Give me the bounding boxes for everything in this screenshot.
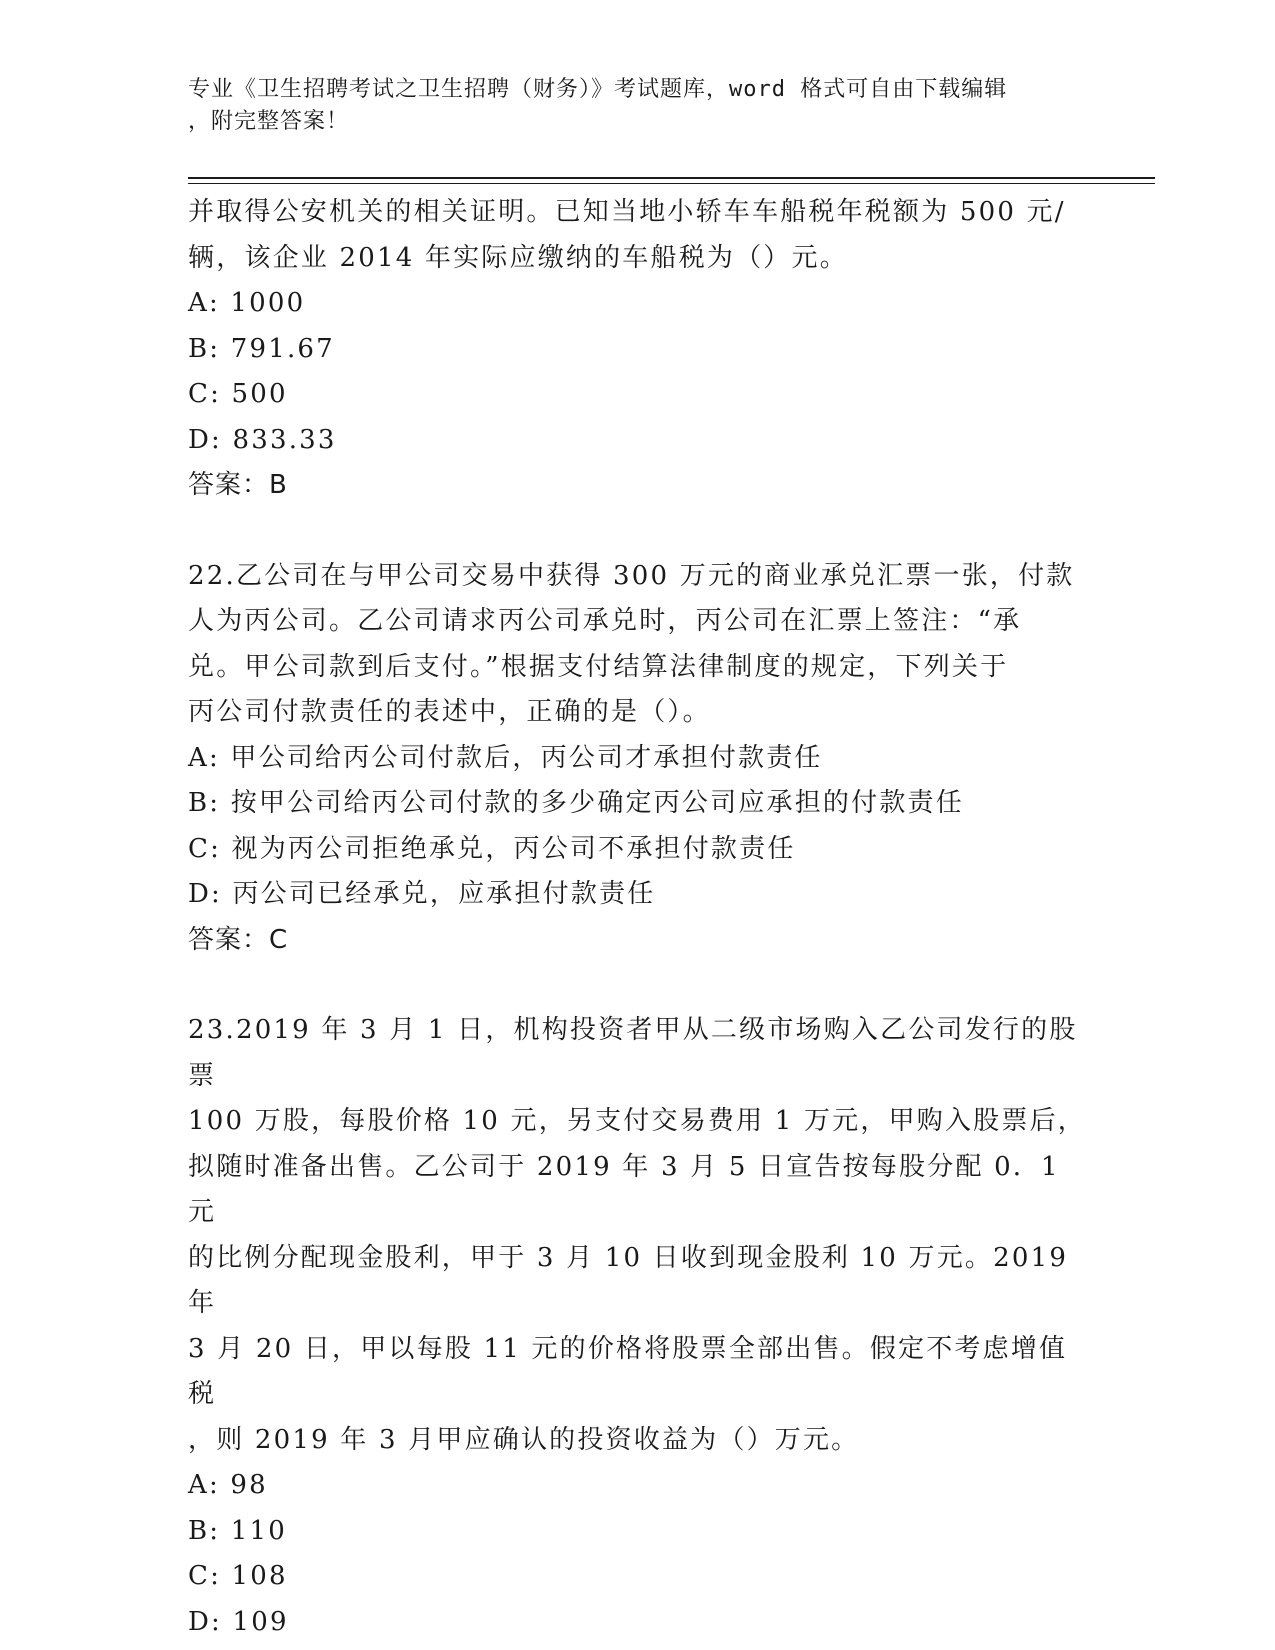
header-divider-thick <box>188 177 1155 179</box>
option-c: C: 500 <box>188 379 288 409</box>
header-divider-thin <box>188 183 1155 184</box>
option-a: A: 甲公司给丙公司付款后，丙公司才承担付款责任 <box>188 742 823 773</box>
question-text-line: 并取得公安机关的相关证明。已知当地小轿车车船税年税额为 500 元/ <box>188 197 1066 227</box>
option-a: A: 98 <box>188 1470 268 1500</box>
question-text-line: 3 月 20 日，甲以每股 11 元的价格将股票全部出售。假定不考虑增值税 <box>188 1333 1068 1409</box>
option-a: A: 1000 <box>188 288 306 318</box>
question-text-line: 22.乙公司在与甲公司交易中获得 300 万元的商业承兑汇票一张，付款 <box>188 560 1075 591</box>
spacer <box>188 509 1088 554</box>
question-text-line: 辆，该企业 2014 年实际应缴纳的车船税为（）元。 <box>188 242 848 273</box>
option-d: D: 109 <box>188 1606 289 1637</box>
question-text-line: 人为丙公司。乙公司请求丙公司承兑时，丙公司在汇票上签注：“承 <box>188 606 1022 636</box>
question-text-line: ，则 2019 年 3 月甲应确认的投资收益为（）万元。 <box>188 1424 860 1455</box>
document-header <box>188 74 1088 138</box>
option-c: C: 108 <box>188 1561 288 1591</box>
question-text-line: 的比例分配现金股利，甲于 3 月 10 日收到现金股利 10 万元。2019 年 <box>188 1242 1069 1318</box>
option-c: C: 视为丙公司拒绝承兑，丙公司不承担付款责任 <box>188 833 796 864</box>
question-text-line: 兑。甲公司款到后支付。”根据支付结算法律制度的规定，下列关于 <box>188 651 1009 682</box>
question-text-line: 23.2019 年 3 月 1 日，机构投资者甲从二级市场购入乙公司发行的股票 <box>188 1015 1078 1091</box>
spacer <box>188 963 1088 1008</box>
question-text-line: 丙公司付款责任的表述中，正确的是（）。 <box>188 697 711 727</box>
answer-line: 答案：B <box>188 470 288 500</box>
option-b: B: 按甲公司给丙公司付款的多少确定丙公司应承担的付款责任 <box>188 788 964 818</box>
option-d: D: 丙公司已经承兑，应承担付款责任 <box>188 879 656 909</box>
option-d: D: 833.33 <box>188 424 337 455</box>
question-text-line: 拟随时准备出售。乙公司于 2019 年 3 月 5 日宣告按每股分配 0．1 元 <box>188 1151 1060 1227</box>
option-b: B: 791.67 <box>188 333 335 364</box>
option-b: B: 110 <box>188 1515 287 1546</box>
question-text-line: 100 万股，每股价格 10 元，另支付交易费用 1 万元，甲购入股票后， <box>188 1106 1086 1136</box>
question-22 <box>188 554 1088 964</box>
header-line-1: 专业《卫生招聘考试之卫生招聘（财务）》考试题库，word 格式可自由下载编辑 <box>188 77 1008 102</box>
question-21 <box>188 190 1088 509</box>
answer-line: 答案：C <box>188 924 289 955</box>
document-body <box>188 190 1088 1645</box>
question-23 <box>188 1008 1088 1645</box>
header-line-2: ，附完整答案！ <box>188 109 350 134</box>
